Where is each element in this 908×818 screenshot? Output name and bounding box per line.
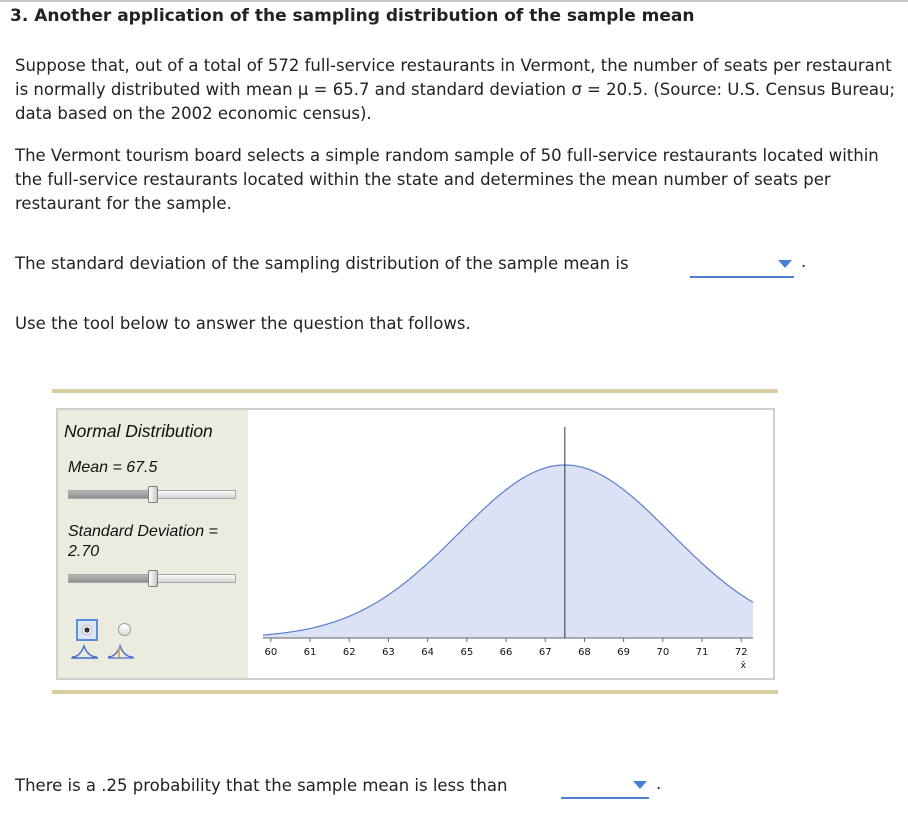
sentence-period: . — [801, 252, 807, 271]
area-curve-radio[interactable] — [118, 623, 131, 636]
header-rule — [0, 0, 908, 2]
tool-bottom-bar — [52, 690, 778, 694]
curve-area-fill — [263, 465, 753, 638]
x-tick-label: 70 — [656, 647, 670, 658]
dropdown-arrow-icon — [778, 260, 792, 268]
sd-slider-thumb[interactable] — [148, 570, 158, 587]
x-tick-label: 69 — [617, 647, 631, 658]
tool-instruction: Use the tool below to answer the question that follows. — [15, 314, 471, 333]
sd-label: Standard Deviation = 2.70 — [68, 523, 218, 560]
x-tick-label: 60 — [264, 647, 278, 658]
sd-answer-dropdown[interactable] — [690, 254, 794, 278]
question-title: 3. Another application of the sampling distribution of the sample mean — [10, 6, 695, 26]
tool-title: Normal Distribution — [64, 421, 213, 441]
radio-selected-dot — [82, 625, 92, 635]
sentence-period: . — [656, 774, 662, 793]
x-tick-label: 68 — [578, 647, 591, 658]
x-tick-label: 61 — [303, 647, 317, 658]
dropdown-arrow-icon — [633, 781, 647, 789]
question-paragraph-2: The Vermont tourism board selects a simple random sample of 50 full-service restaurants located within the full-service restaurants located within the state and determines the mean number of seats per restaurant for the sample. — [15, 146, 879, 213]
x-tick-label: 64 — [421, 647, 435, 658]
x-tick-label: 67 — [538, 647, 552, 658]
x-tick-label: 66 — [499, 647, 513, 658]
tool-top-bar — [52, 389, 778, 393]
question-paragraph-1: Suppose that, out of a total of 572 full-service restaurants in Vermont, the number of seats per restaurant is normally distributed with mean μ = 65.7 and standard deviation σ = 20.5. (Source: U.S. Census Bureau; data based on the 2002 economic census). — [15, 56, 896, 123]
sd-slider-fill — [69, 575, 152, 582]
sd-question-text: The standard deviation of the sampling distribution of the sample mean is — [15, 254, 629, 273]
mean-label: Mean = 67.5 — [68, 459, 158, 476]
x-tick-label: 63 — [382, 647, 395, 658]
normal-curve-radio[interactable] — [76, 619, 98, 641]
shaded-curve-icon — [107, 643, 135, 659]
mean-slider-thumb[interactable] — [148, 486, 158, 503]
tool-control-panel — [58, 410, 248, 678]
probability-answer-dropdown[interactable] — [561, 775, 649, 799]
x-tick-label: 62 — [342, 647, 356, 658]
x-tick-label: 72 — [734, 647, 748, 658]
normal-distribution-tool — [56, 408, 775, 680]
x-axis-label: x̄ — [740, 661, 746, 671]
x-tick-label: 65 — [460, 647, 474, 658]
probability-question-text: There is a .25 probability that the sample mean is less than — [15, 776, 508, 795]
sd-slider[interactable] — [68, 574, 236, 583]
mean-slider-fill — [69, 491, 152, 498]
distribution-plot — [248, 410, 773, 678]
normal-curve-icon — [71, 643, 99, 659]
x-tick-label: 71 — [695, 647, 709, 658]
mean-slider[interactable] — [68, 490, 236, 499]
